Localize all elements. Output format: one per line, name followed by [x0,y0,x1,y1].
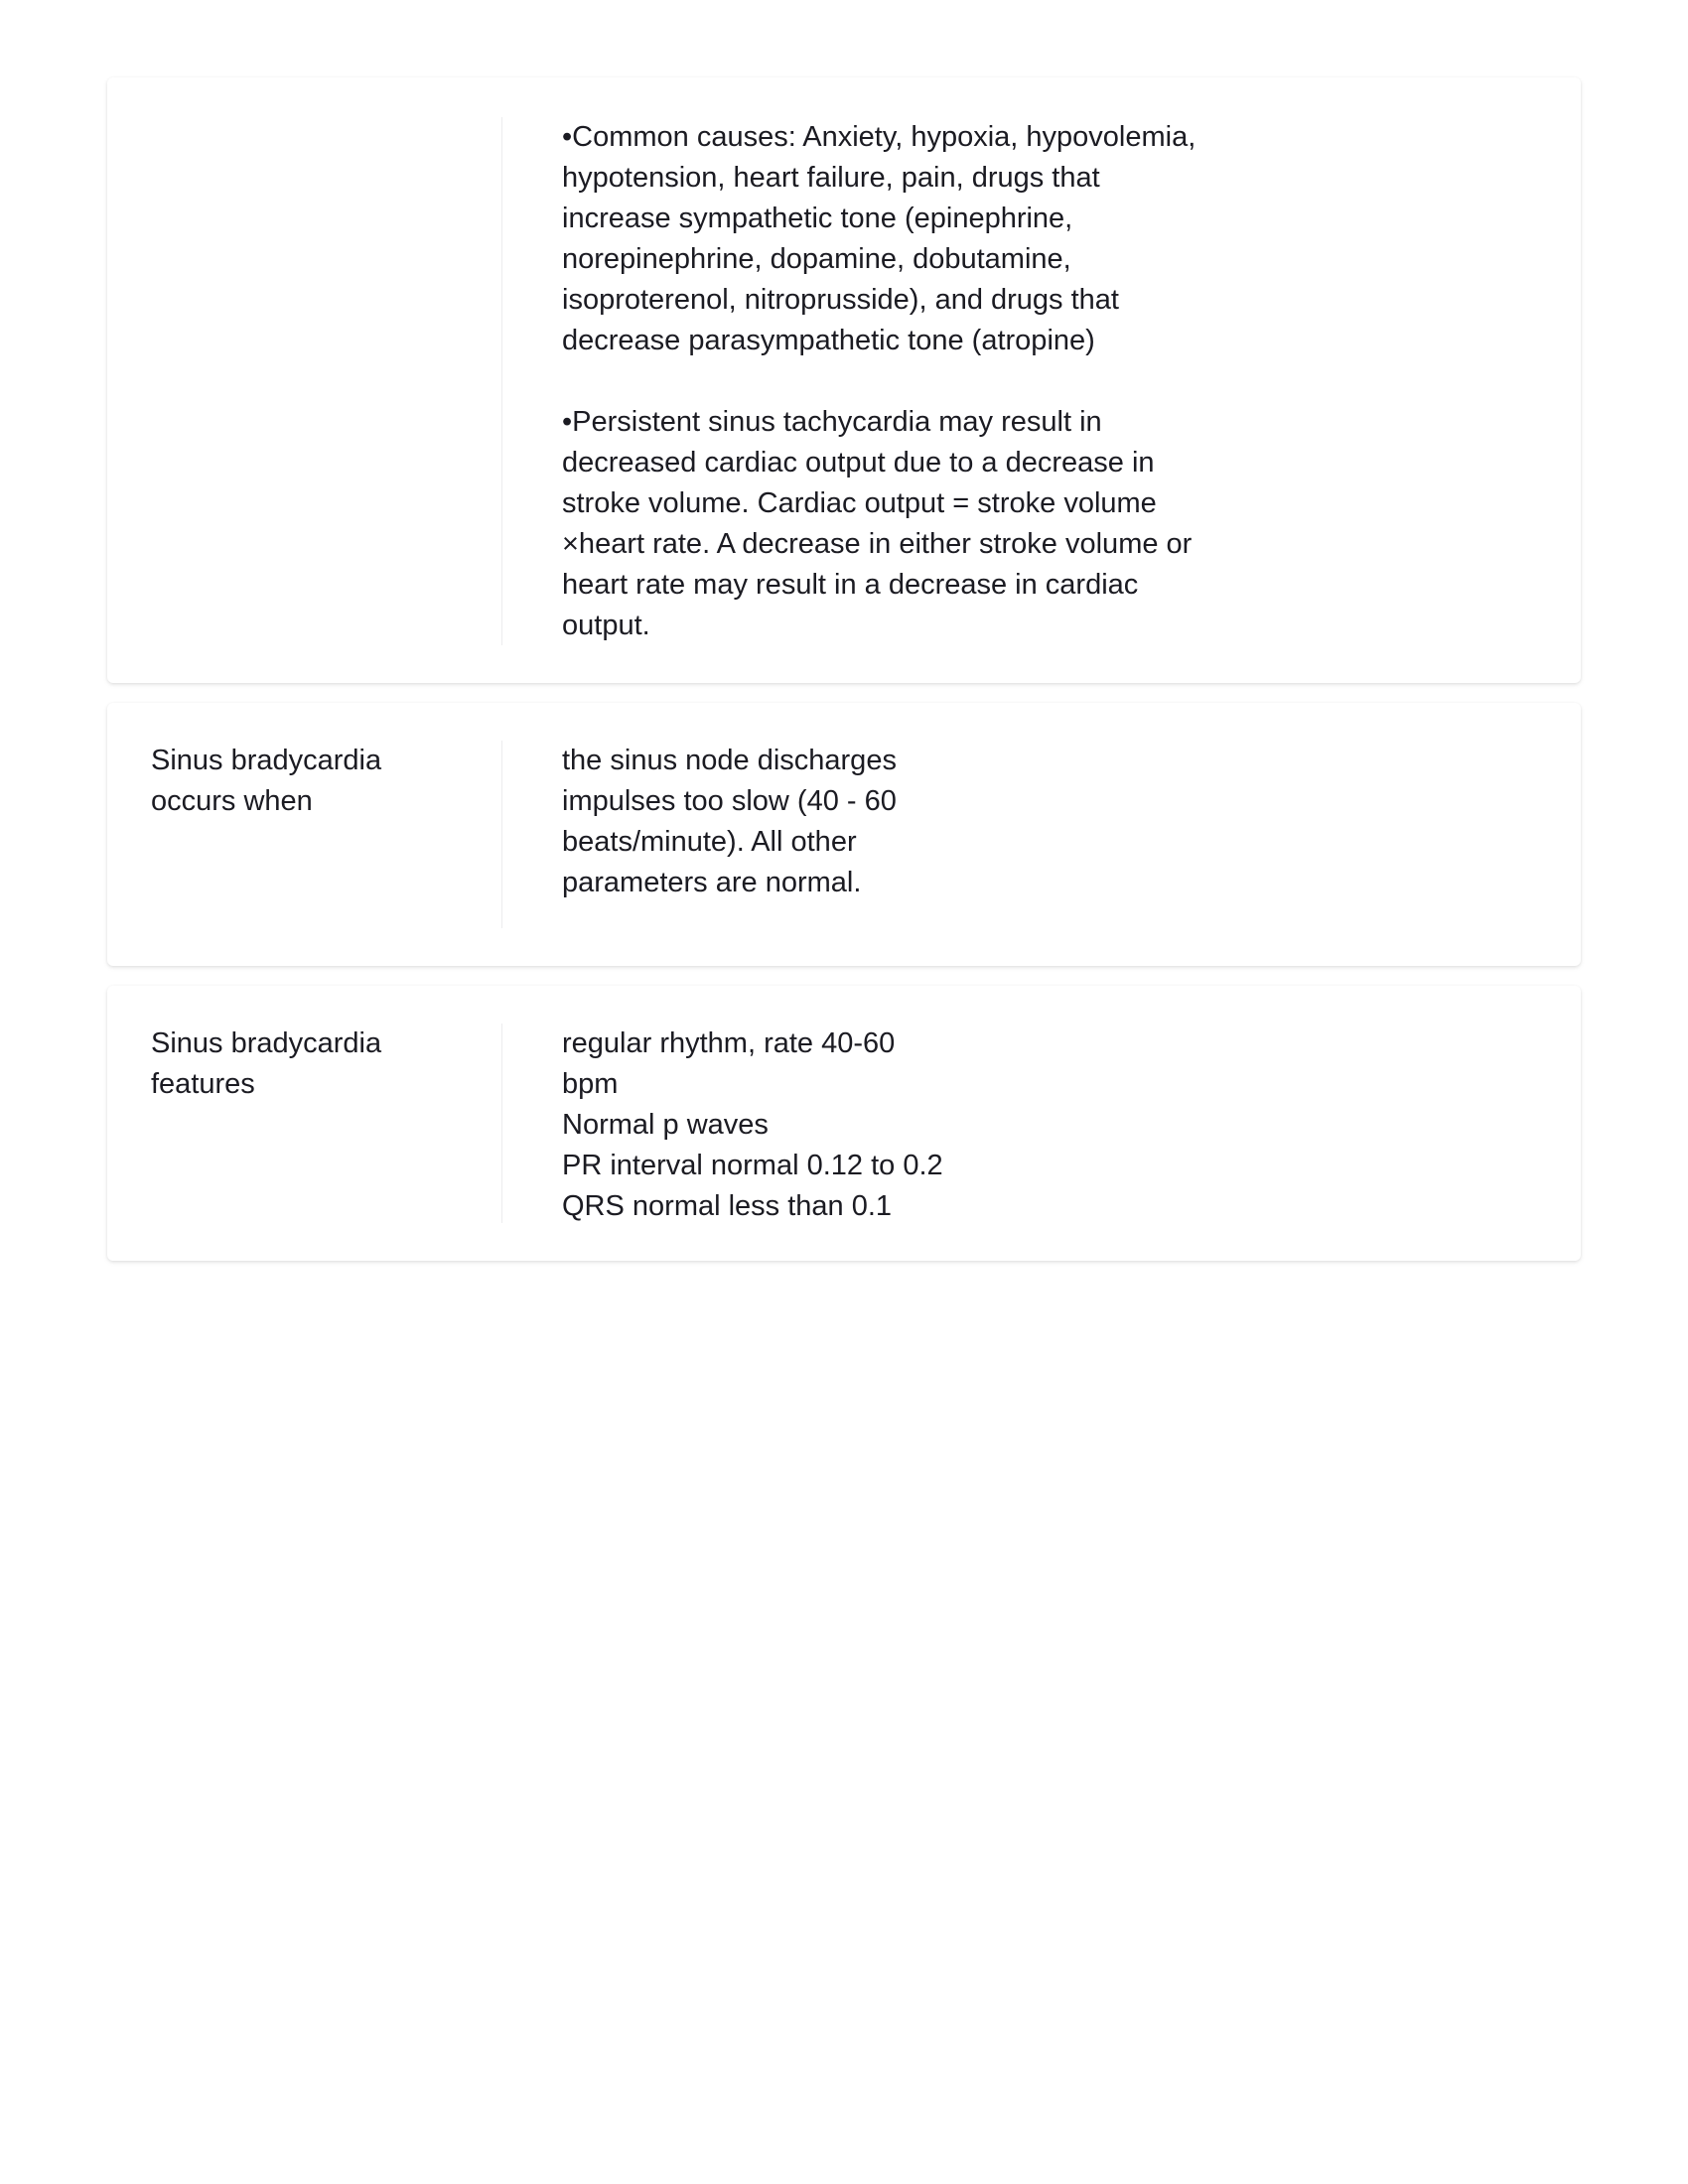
definition-line: ×heart rate. A decrease in either stroke volume or [562,528,1193,560]
definition-line: hypotension, heart failure, pain, drugs that [562,162,1100,194]
term-line: Sinus bradycardia [151,745,382,776]
definition-line: the sinus node discharges [562,745,897,776]
definition-line: increase sympathetic tone (epinephrine, [562,203,1073,234]
definition-line: norepinephrine, dopamine, dobutamine, [562,243,1071,275]
definition-line: •Common causes: Anxiety, hypoxia, hypovolemia, [562,121,1196,153]
definition-line: PR interval normal 0.12 to 0.2 [562,1150,943,1181]
definition-line: stroke volume. Cardiac output = stroke volume [562,487,1157,519]
definition-line: decrease parasympathetic tone (atropine) [562,325,1095,356]
term-line: occurs when [151,785,313,817]
definition-line: beats/minute). All other [562,826,857,858]
flashcard-term [107,741,502,928]
flashcard-definition [502,117,1581,645]
definition-line: isoproterenol, nitroprusside), and drugs that [562,284,1119,316]
definition-line: regular rhythm, rate 40-60 [562,1027,896,1059]
paragraph-gap [562,361,1541,402]
definition-line: output. [562,610,650,641]
definition-line: bpm [562,1068,619,1100]
term-line: Sinus bradycardia [151,1027,382,1059]
flashcard-2 [107,703,1581,966]
flashcard-definition [502,741,1581,928]
definition-line: decreased cardiac output due to a decrease in [562,447,1155,478]
term-line: features [151,1068,255,1100]
flashcard-term [107,117,502,645]
flashcard-list [107,77,1581,1281]
flashcard-definition [502,1024,1581,1223]
definition-line: QRS normal less than 0.1 [562,1190,893,1222]
flashcard-3 [107,986,1581,1261]
definition-line: parameters are normal. [562,867,862,898]
definition-line: •Persistent sinus tachycardia may result in [562,406,1102,438]
flashcard-term [107,1024,502,1223]
definition-line: impulses too slow (40 - 60 [562,785,897,817]
flashcard-1 [107,77,1581,683]
definition-line: Normal p waves [562,1109,769,1141]
definition-line: heart rate may result in a decrease in cardiac [562,569,1139,601]
